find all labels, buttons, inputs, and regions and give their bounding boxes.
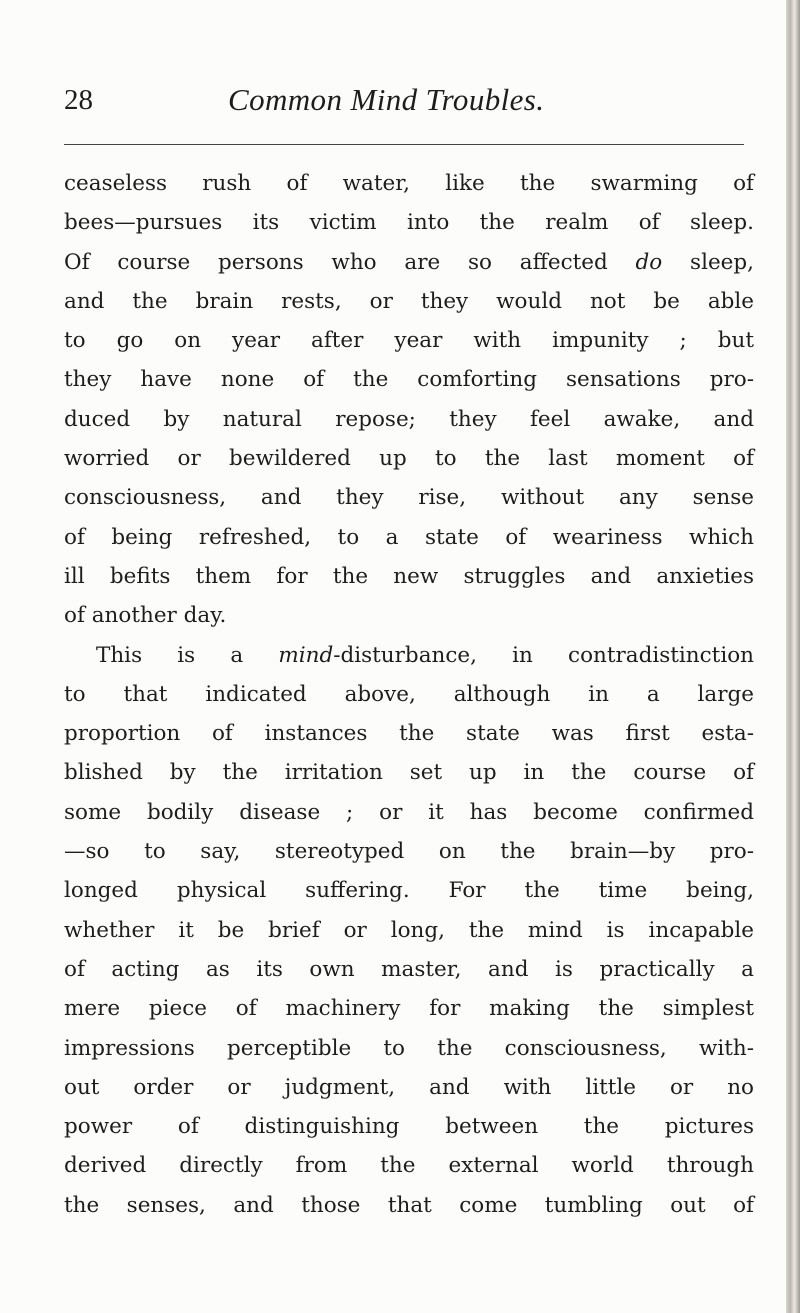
page-number: 28 bbox=[64, 84, 93, 116]
text-line: ill befits them for the new struggles and anxieties bbox=[64, 563, 754, 589]
emphasis-mind: mind bbox=[278, 642, 334, 668]
emphasis-do: do bbox=[635, 249, 663, 275]
text-line: consciousness, and they rise, without any sense bbox=[64, 485, 754, 511]
text-line: bees—pursues its victim into the realm of sleep. bbox=[64, 210, 754, 236]
text-line bbox=[64, 243, 754, 282]
text-line: out order or judgment, and with little or no bbox=[64, 1074, 754, 1100]
text-line: to go on year after year with impunity ; but bbox=[64, 328, 754, 354]
header-rule bbox=[64, 144, 744, 145]
text-line: to that indicated above, although in a large bbox=[64, 681, 754, 707]
text-line: impressions perceptible to the consciousness, with- bbox=[64, 1035, 754, 1061]
text-line bbox=[64, 636, 754, 675]
text-line-tail: -disturbance, in contradistinction bbox=[333, 642, 754, 668]
text-line-head: This is a bbox=[96, 642, 279, 668]
text-line: derived directly from the external world through bbox=[64, 1153, 754, 1179]
text-line: and the brain rests, or they would not be able bbox=[64, 288, 754, 314]
text-line: whether it be brief or long, the mind is incapable bbox=[64, 917, 754, 943]
text-line: of being refreshed, to a state of weariness which bbox=[64, 524, 754, 550]
text-line: mere piece of machinery for making the simplest bbox=[64, 996, 754, 1022]
text-line: they have none of the comforting sensations pro- bbox=[64, 367, 754, 393]
text-line: of another day. bbox=[64, 603, 227, 629]
text-line: longed physical suffering. For the time being, bbox=[64, 878, 754, 904]
text-line: duced by natural repose; they feel awake, and bbox=[64, 406, 754, 432]
body-text bbox=[64, 164, 754, 1225]
text-line-head: Of course persons who are so affected bbox=[64, 249, 636, 275]
text-line: —so to say, stereotyped on the brain—by pro- bbox=[64, 839, 754, 865]
text-line: worried or bewildered up to the last moment of bbox=[64, 446, 754, 472]
page-header bbox=[64, 80, 744, 128]
running-title: Common Mind Troubles. bbox=[228, 82, 545, 117]
text-line: of acting as its own master, and is practically a bbox=[64, 956, 754, 982]
text-line: some bodily disease ; or it has become confirmed bbox=[64, 799, 754, 825]
text-line: proportion of instances the state was first esta- bbox=[64, 721, 754, 747]
text-line: the senses, and those that come tumbling out of bbox=[64, 1192, 754, 1218]
text-line: ceaseless rush of water, like the swarming of bbox=[64, 171, 754, 196]
page-edge bbox=[786, 0, 800, 1313]
text-line-tail: sleep, bbox=[662, 249, 755, 275]
text-line: power of distinguishing between the pictures bbox=[64, 1114, 754, 1140]
text-line: blished by the irritation set up in the course of bbox=[64, 760, 754, 786]
